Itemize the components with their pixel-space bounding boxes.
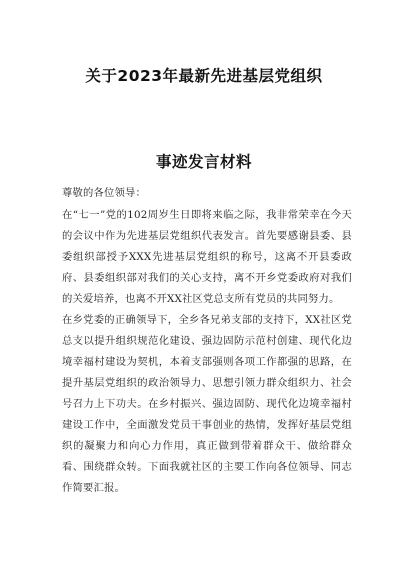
- document-subtitle: 事迹发言材料: [155, 153, 252, 171]
- paragraph-1: 在“七一”党的102周岁生日即将来临之际，我非常荣幸在今天的会议中作为先进基层党组织代表发言。首先要感谢县委、县委组织部授予XXX先进基层党组织的称号，这离不开县委政府、县委组织部对我们的关心支持，离不开乡党委政府对我们的关爱培养，也离不开XX社区党总支所有党员的共同努力。: [62, 209, 352, 305]
- paragraph-2: 在乡党委的正确领导下，全乡各兄弟支部的支持下，XX社区党总支以提升组织规范化建设、强边固防示范村创建、现代化边境幸福村建设为契机，本着支部强则各项工作都强的思路，在提升基层党组织的政治领导力、思想引领力群众组织力、社会号召力上下功夫。在乡村振兴、强边固防、现代化边境幸福村建设工作中，全面激发党员干事创业的热情，发挥好基层党组织的凝聚力和向心力作用，真正做到带着群众干、做给群众看、围绕群众转。下面我就社区的主要工作向各位领导、同志作简要汇报。: [62, 314, 352, 494]
- document-body: [62, 183, 352, 499]
- greeting: 尊敬的各位领导：: [62, 187, 146, 199]
- document-title: 关于2023年最新先进基层党组织: [85, 67, 323, 85]
